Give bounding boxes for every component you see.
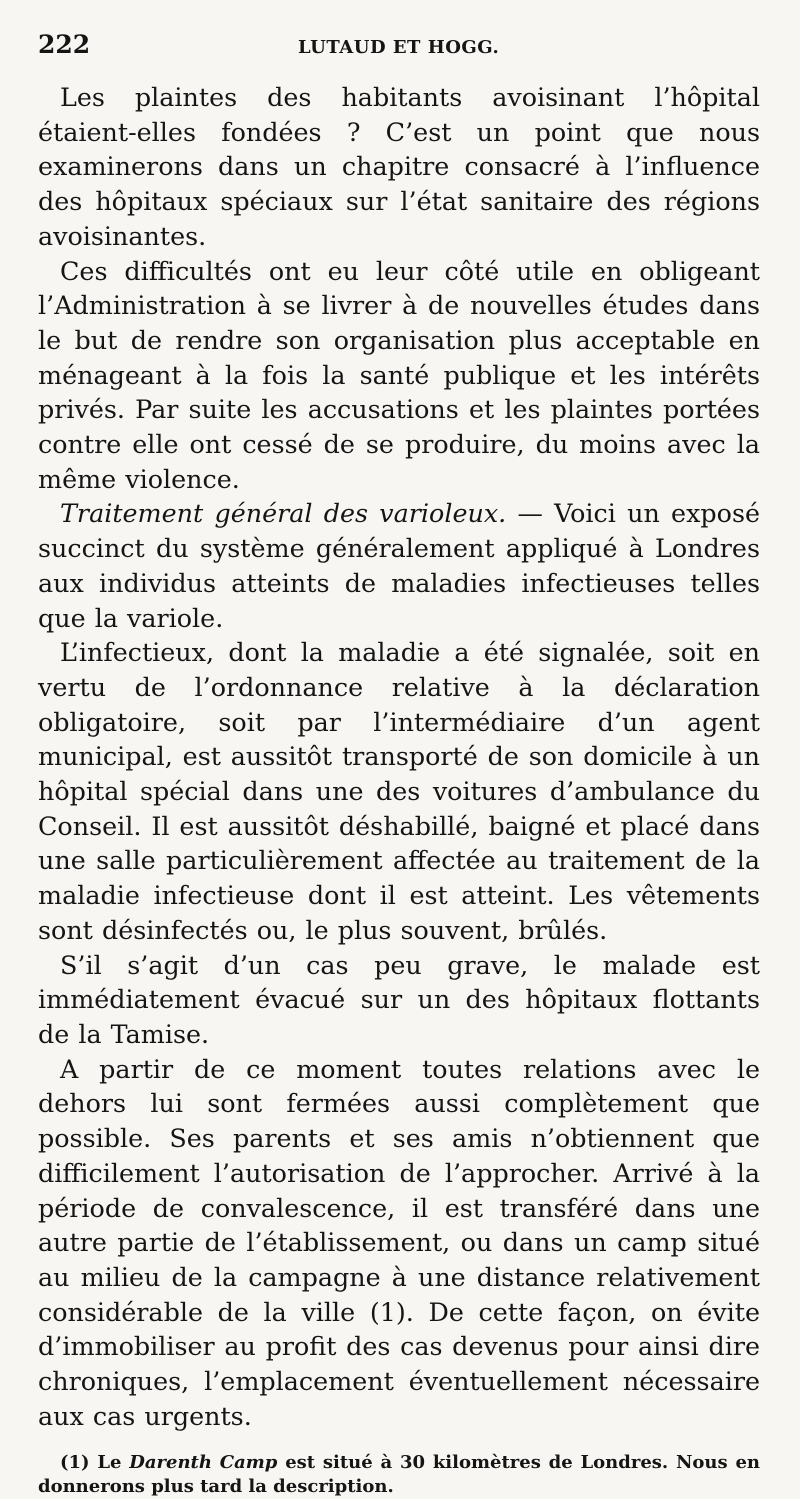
page-header bbox=[38, 30, 760, 78]
body-text bbox=[38, 80, 760, 1433]
footnote bbox=[38, 1451, 760, 1499]
paragraph: Ces difficultés ont eu leur côté utile en obligeant l’Administration à se livrer à de nouvelles études dans le but de rendre son organisation plus acceptable en ménageant à la fois la santé publique et les intérêts privés. Par suite les accusations et les plaintes portées contre elle ont cessé de se produire, du moins avec la même violence. bbox=[38, 255, 760, 494]
footnote-spacer bbox=[38, 1433, 760, 1451]
footnote-italic: Darenth Camp bbox=[129, 1452, 278, 1474]
paragraph: L’infectieux, dont la maladie a été signalée, soit en vertu de l’ordonnance relative à la déclaration obligatoire, soit par l’intermédiaire d’un agent municipal, est aussitôt transporté de son domicile à un hôpital spécial dans une des voitures d’ambulance du Conseil. Il est aussitôt déshabillé, baigné et placé dans une salle particulièrement affectée au traitement de la maladie infectieuse dont il est atteint. Les vêtements sont désinfectés ou, le plus souvent, brûlés. bbox=[38, 637, 760, 945]
paragraph: Les plaintes des habitants avoisinant l’hôpital étaient-elles fondées ? C’est un point que nous examinerons dans un chapitre consacré à l’influence des hôpitaux spéciaux sur l’état sanitaire des régions avoisinantes. bbox=[38, 82, 760, 251]
footnote-text: est situé à 30 kilomètres de Londres. Nous en donnerons plus tard la description. bbox=[38, 1452, 760, 1498]
section-text: — Voici un exposé succinct du système généralement appliqué à Londres aux individus atteints de maladies infectieuses telles que la variole. bbox=[38, 498, 760, 633]
running-head: LUTAUD ET HOGG. bbox=[298, 37, 500, 58]
paragraph: S’il s’agit d’un cas peu grave, le malade est immédiatement évacué sur un des hôpitaux flottants de la Tamise. bbox=[38, 949, 760, 1049]
paragraph: A partir de ce moment toutes relations avec le dehors lui sont fermées aussi complètement que possible. Ses parents et ses amis n’obtiennent que difficilement l’autorisation de l’approcher. Arrivé à la période de convalescence, il est transféré dans une autre partie de l’établissement, ou dans un camp situé au milieu de la campagne à une distance relativement considérable de la ville (1). De cette façon, on évite d’immobiliser au profit des cas devenus pour ainsi dire chroniques, l’emplacement éventuellement nécessaire aux cas urgents. bbox=[38, 1053, 760, 1431]
page-number: 222 bbox=[38, 30, 91, 59]
footnote-marker: (1) Le bbox=[60, 1452, 130, 1474]
section-title: Traitement général des varioleux. bbox=[60, 498, 507, 529]
paragraph-with-section-title bbox=[38, 496, 760, 635]
